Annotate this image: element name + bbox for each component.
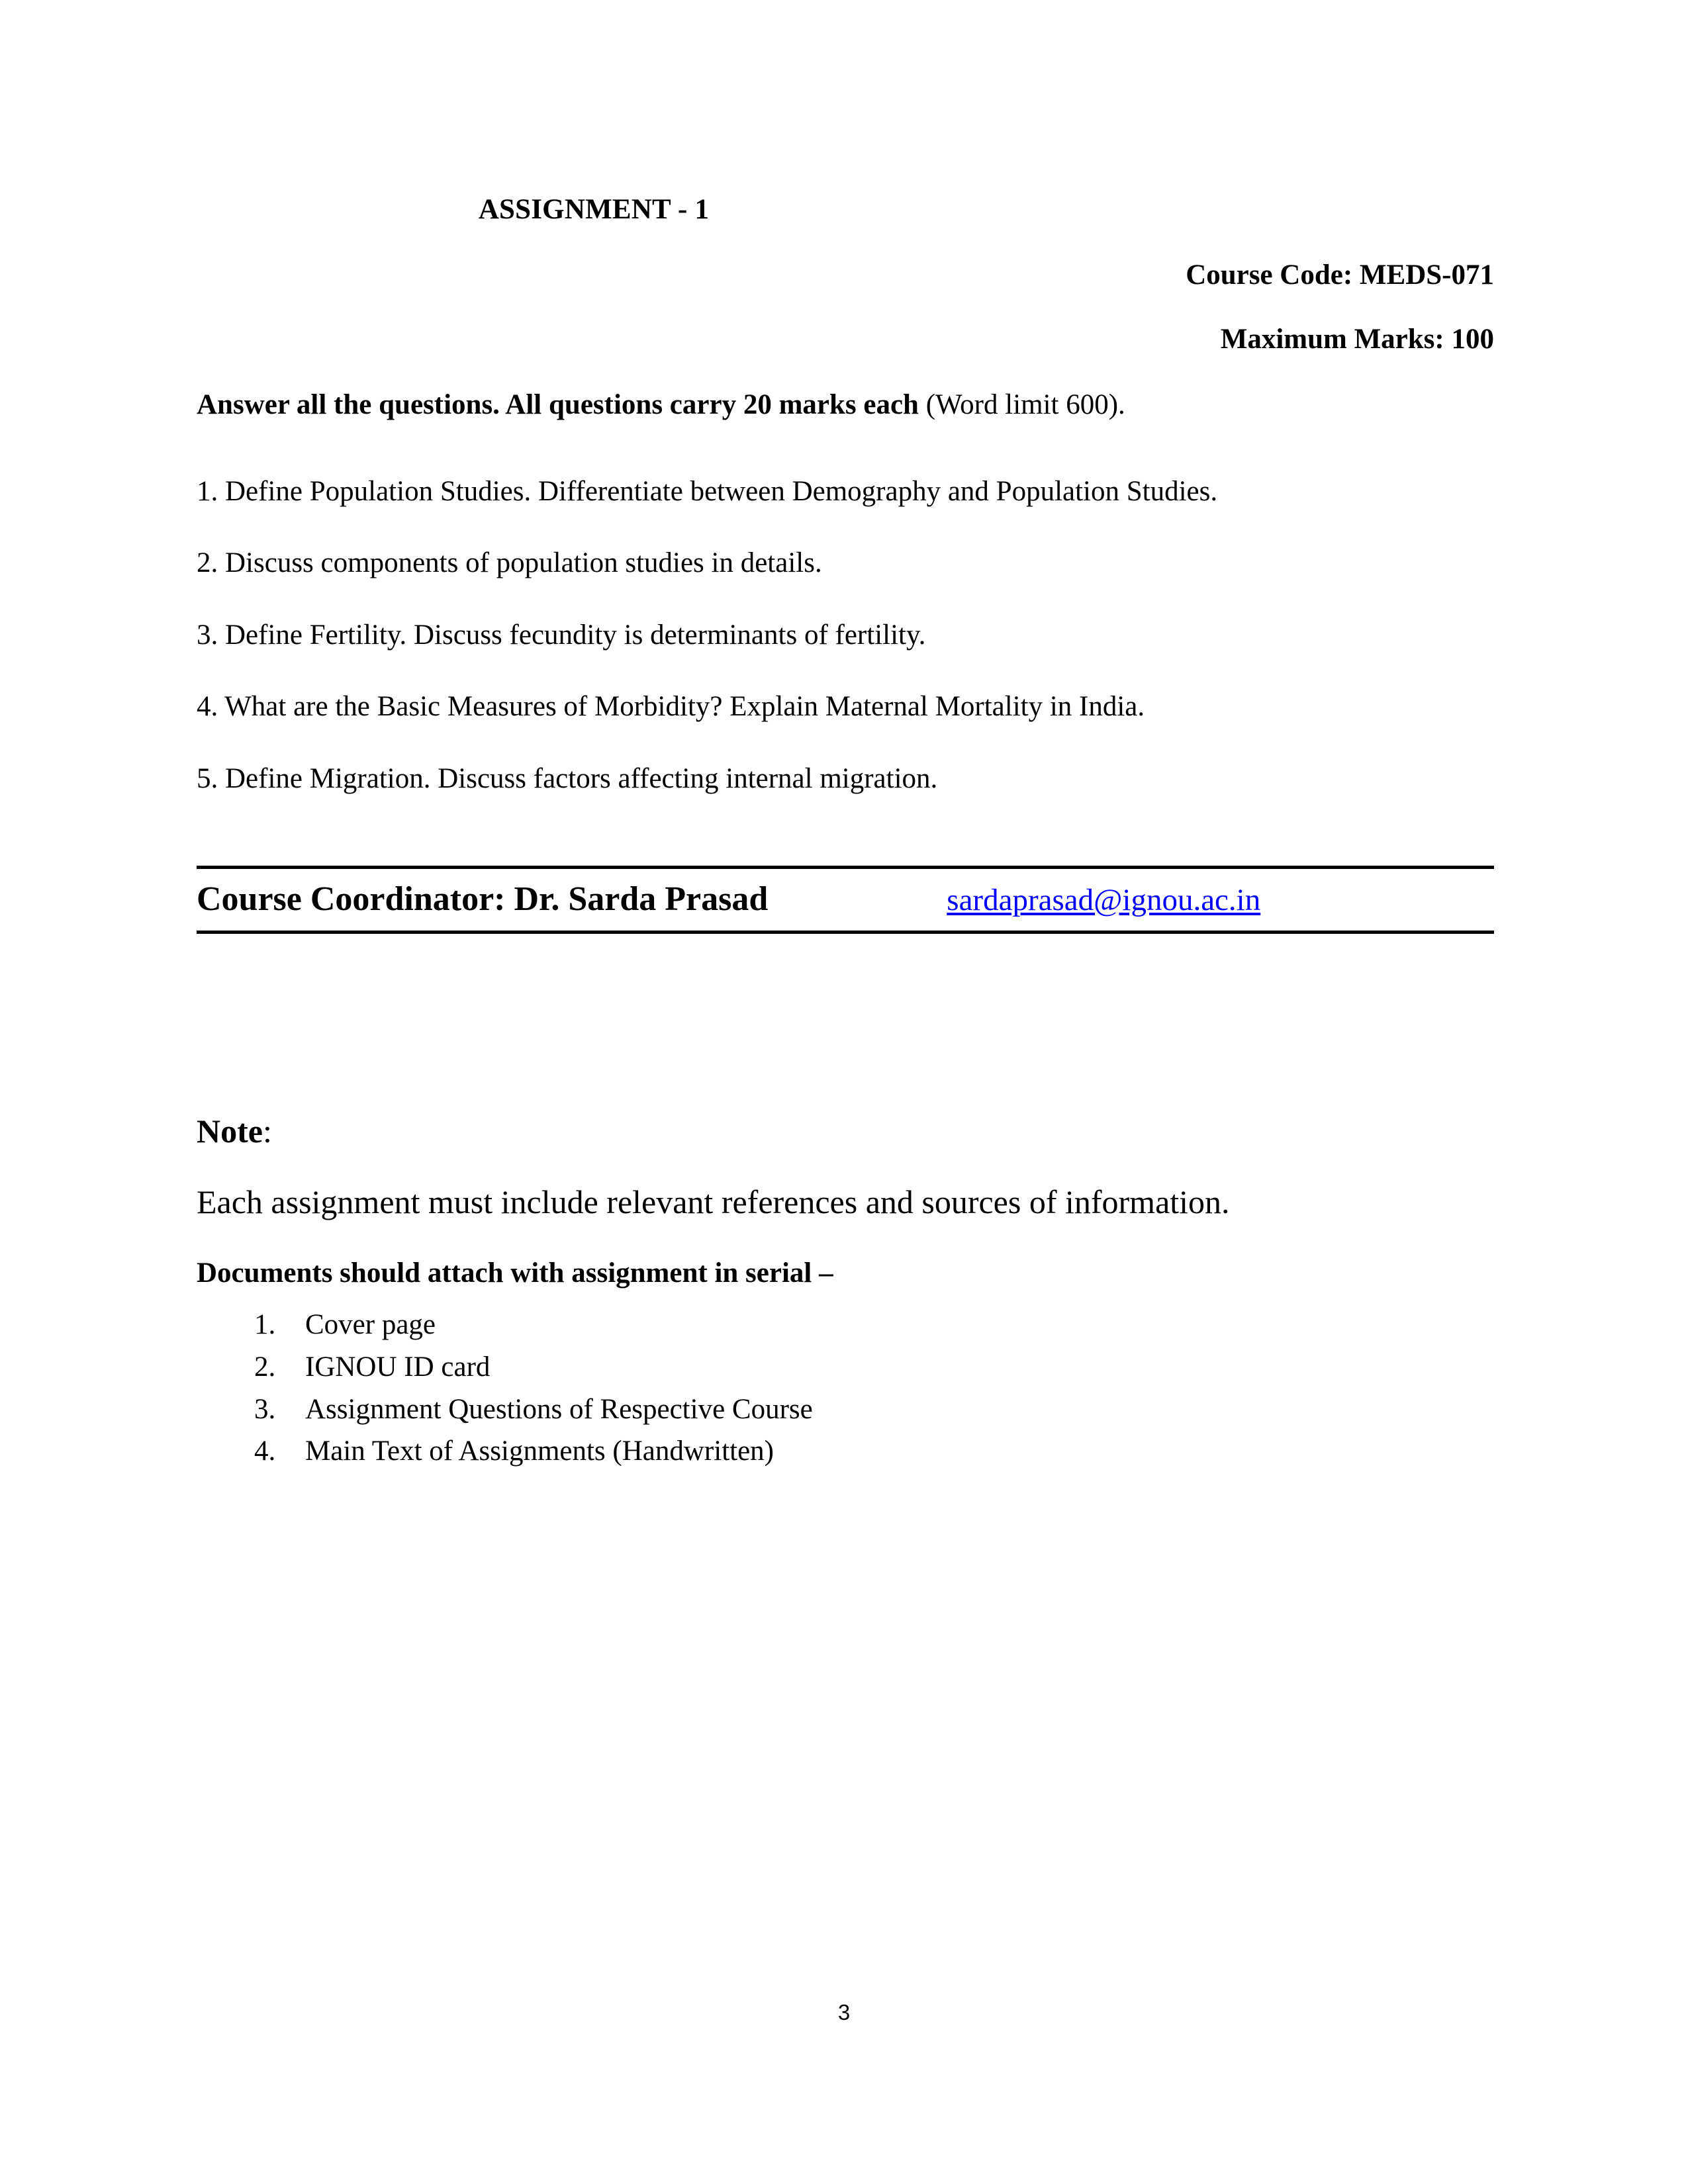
instruction-line (197, 387, 1494, 423)
attach-documents-heading: Documents should attach with assignment in serial – (197, 1257, 833, 1289)
assignment-title: ASSIGNMENT - 1 (478, 194, 710, 225)
instruction-bold-text: Answer all the questions. All questions carry 20 marks each (197, 388, 919, 420)
maximum-marks-label: Maximum Marks: 100 (1220, 324, 1494, 355)
question-item: 3. Define Fertility. Discuss fecundity is determinants of fertility. (197, 619, 926, 651)
list-item: 1. Cover page (283, 1308, 1494, 1342)
note-heading-label: Note (197, 1112, 263, 1150)
questions-list (197, 475, 1494, 796)
note-heading (197, 1111, 1494, 1151)
page-number: 3 (837, 2000, 851, 2025)
coordinator-email-link[interactable]: sardaprasad@ignou.ac.in (947, 882, 1261, 917)
course-code-label: Course Code: MEDS-071 (1186, 259, 1494, 291)
course-coordinator-block (197, 866, 1494, 934)
list-item: 2. IGNOU ID card (283, 1351, 1494, 1385)
course-coordinator-name: Course Coordinator: Dr. Sarda Prasad (197, 880, 769, 918)
list-item: 3. Assignment Questions of Respective Course (283, 1393, 1494, 1427)
question-item: 5. Define Migration. Discuss factors affecting internal migration. (197, 763, 938, 795)
instruction-regular-text: (Word limit 600). (918, 388, 1125, 420)
note-heading-colon: : (262, 1112, 272, 1150)
note-body-text: Each assignment must include relevant references and sources of information. (197, 1183, 1230, 1220)
document-content (197, 0, 1494, 1477)
question-item: 2. Discuss components of population studies in details. (197, 547, 822, 579)
question-item: 1. Define Population Studies. Differentiate between Demography and Population Studies. (197, 475, 1218, 507)
attach-documents-list (197, 1308, 1494, 1469)
list-item: 4. Main Text of Assignments (Handwritten) (283, 1435, 1494, 1469)
question-item: 4. What are the Basic Measures of Morbidity? Explain Maternal Mortality in India. (197, 691, 1145, 723)
